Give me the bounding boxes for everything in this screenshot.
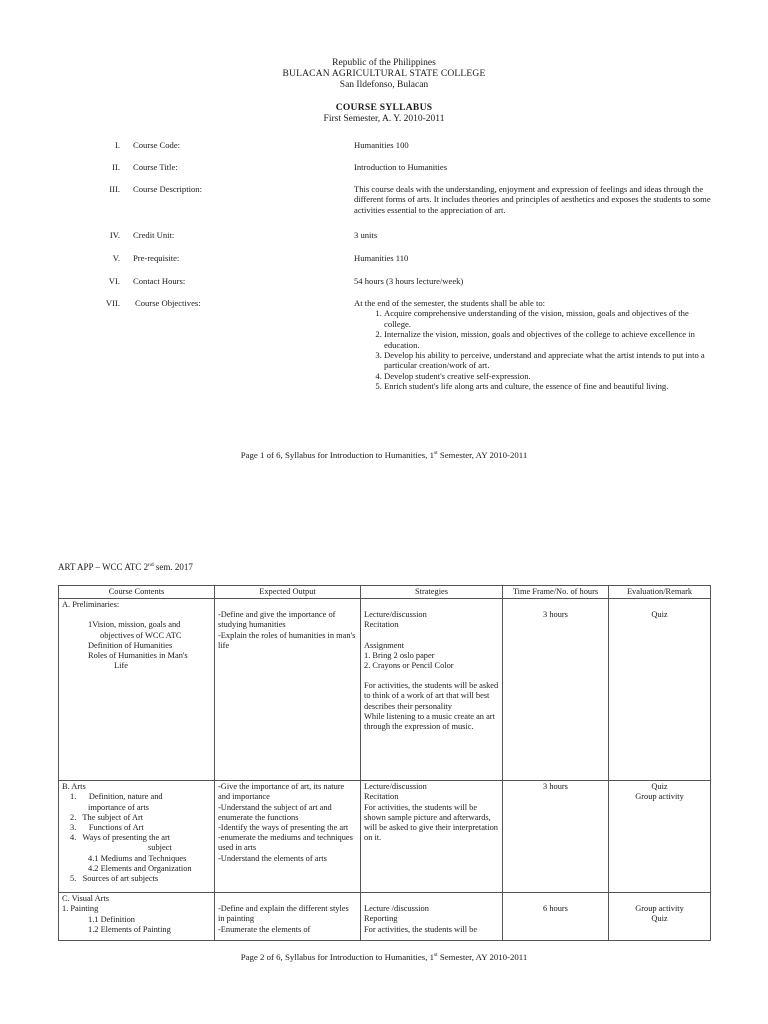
table-row (59, 893, 711, 941)
objectives-intro: At the end of the semester, the students shall be able to: (354, 298, 546, 308)
course-contents-cell: B. Arts 1. Definition, nature and importance of arts 2. The subject of Art 3. Functions of Art 4. Ways of presenting the art subject 4.1 Mediums and Techniques 4.2 Elements and Organization 5. Sources of art subjects (59, 781, 215, 893)
strategies-cell: Lecture /discussion Reporting For activities, the students will be (361, 893, 503, 941)
page-footer-2: Page 2 of 6, Syllabus for Introduction to Humanities, 1st Semester, AY 2010-2011 (240, 952, 528, 962)
page-footer-1: Page 1 of 6, Syllabus for Introduction to Humanities, 1st Semester, AY 2010-2011 (240, 450, 528, 460)
table-row (59, 599, 711, 781)
evaluation-cell: Quiz Group activity (609, 781, 711, 893)
evaluation-cell: Group activity Quiz (609, 893, 711, 941)
expected-output-cell: -Give the importance of art, its nature and importance -Understand the subject of art and enumerate the functions -Identify the ways of presenting the art -enumerate the mediums and techniques used in arts -Understand the elements of arts (215, 781, 361, 893)
document-page: Republic of the Philippines BULACAN AGRICULTURAL STATE COLLEGE San Ildefonso, Bulacan COURSE SYLLABUS First Semester, A. Y. 2010-2011 I. Course Code: Humanities 100 II. Course Title: Introduction to Humanities III. Course Description: This course deals with the understanding, enjoyment and expression of feelings and ideas through the different forms of arts. It includes theories and principles of aesthetics and exposes the students to some activities essential to the appreciation of art. IV. Credit Unit: 3 units V. Pre-requisite: Humanities 110 VI. Contact Hours: 54 hours (3 hours lecture/week) VII. Course Objectives: At the end of the semester, the students shall be able to: 1. Acquire comprehensive understanding of the vision, mission, goals and objectives of the college. 2. Internalize the vision, mission, goals and objectives of the college to achieve excellence in education. 3. Develop his ability to perceive, understand and appreciate what the artist intends to put into a particular creation/work of art. 4. Develop student's creative self-expression. 5. Enrich student's life along arts and culture, the essence of fine and beautiful living. Page 1 of 6, Syllabus for Introduction to Humanities, 1st Semester, AY 2010-2011 ART APP – WCC ATC 2nd sem. 2017 Course Contents Expected Output Strategies Time Frame/No. of hours Evaluation/Remark A. Preliminaries: 1Vision, mission, goals and objectives of WCC ATC Definition of Humanities Roles of Humanities in Man's Life -Define and give the importance of studying humanities -Explain the roles of humanities in man's life Lecture/discussion Recitation Assignment 1. Bring 2 oslo paper 2. Crayons or Pencil Color For activities, the students will be asked to think of a work of art that will best describes their personality While listening to a music create an art through the expression of music. 3 hours Quiz B. Arts 1. Definition, nature and importance of arts 2. The subject of Art 3. Functions of Art 4. Ways of presenting the art subject 4.1 Mediums and Techniques 4.2 Elements and Organization 5. Sources of art subjects -Give the importance of art, its nature and importance -Understand the subject of art and enumerate the functions -Identify the ways of presenting the art -enumerate the mediums and techniques used in arts -Understand the elements of arts Lecture/discussion Recitation For activities, the students will be shown sample picture and afterwards, will be asked to give their interpretation on it. 3 hours Quiz Group activity C. Visual Arts 1. Painting 1.1 Definition 1.2 Elements of Painting -Define and explain the different styles in painting -Enumerate the elements of Lecture /discussion Reporting For activities, the students will be 6 hours Group activity Quiz Page 2 of 6, Syllabus for Introduction to Humanities, 1st Semester, AY 2010-2011 (0, 0, 768, 1024)
strategies-cell: Lecture/discussion Recitation Assignment 1. Bring 2 oslo paper 2. Crayons or Pencil Color For activities, the students will be asked to think of a work of art that will best describes their personality While listening to a music create an art through the expression of music. (361, 599, 503, 781)
objective-item: 4. Develop student's creative self-expression. (384, 371, 714, 381)
expected-output-cell: -Define and give the importance of studying humanities -Explain the roles of humanities in man's life (215, 599, 361, 781)
republic-line: Republic of the Philippines (332, 58, 436, 68)
college-location: San Ildefonso, Bulacan (339, 80, 429, 90)
syllabus-table (58, 585, 711, 941)
course-contents-cell: C. Visual Arts 1. Painting 1.1 Definition 1.2 Elements of Painting (59, 893, 215, 941)
strategies-cell: Lecture/discussion Recitation For activities, the students will be shown sample picture and afterwards, will be asked to give their interpretation on it. (361, 781, 503, 893)
header-time-frame: Time Frame/No. of hours (503, 586, 609, 599)
objective-item: 2. Internalize the vision, mission, goals and objectives of the college to achieve excellence in education. (384, 329, 714, 350)
objective-item: 1. Acquire comprehensive understanding of the vision, mission, goals and objectives of the college. (384, 308, 714, 329)
time-frame-cell: 6 hours (503, 893, 609, 941)
time-frame-cell: 3 hours (503, 599, 609, 781)
table-row (59, 781, 711, 893)
time-frame-cell: 3 hours (503, 781, 609, 893)
syllabus-title: COURSE SYLLABUS (335, 103, 433, 113)
header-course-contents: Course Contents (59, 586, 215, 599)
college-name: BULACAN AGRICULTURAL STATE COLLEGE (282, 69, 486, 79)
objective-item: 5. Enrich student's life along arts and culture, the essence of fine and beautiful living. (384, 381, 714, 391)
evaluation-cell: Quiz (609, 599, 711, 781)
header-strategies: Strategies (361, 586, 503, 599)
table-header-row (59, 586, 711, 599)
syllabus-title-block (0, 103, 768, 125)
syllabus-semester: First Semester, A. Y. 2010-2011 (323, 114, 445, 124)
objectives-list (354, 308, 714, 391)
course-contents-cell: A. Preliminaries: 1Vision, mission, goals and objectives of WCC ATC Definition of Humanities Roles of Humanities in Man's Life (59, 599, 215, 781)
institution-header (0, 58, 768, 91)
objective-item: 3. Develop his ability to perceive, understand and appreciate what the artist intends to put into a particular creation/work of art. (384, 350, 714, 371)
art-app-title: ART APP – WCC ATC 2nd sem. 2017 (58, 562, 193, 572)
expected-output-cell: -Define and explain the different styles in painting -Enumerate the elements of (215, 893, 361, 941)
header-evaluation: Evaluation/Remark (609, 586, 711, 599)
header-expected-output: Expected Output (215, 586, 361, 599)
